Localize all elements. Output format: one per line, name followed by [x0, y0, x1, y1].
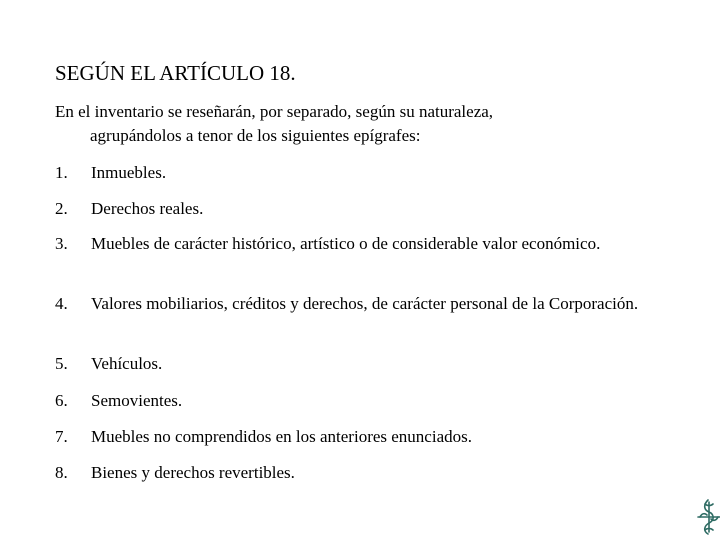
list-item-text: Derechos reales.: [91, 199, 204, 218]
list-item-number: 1.: [55, 163, 68, 182]
list-item: [55, 425, 685, 449]
list-item-number: 4.: [55, 294, 68, 313]
list-item-text: Muebles no comprendidos en los anteriores enunciados.: [91, 427, 472, 446]
list-item: [55, 197, 685, 221]
list-item: [55, 161, 685, 185]
list-item-number: 3.: [55, 234, 68, 253]
list-item-number: 6.: [55, 391, 68, 410]
list-item-number: 7.: [55, 427, 68, 446]
list-item-text: Inmuebles.: [91, 163, 167, 182]
intro-paragraph: [55, 100, 675, 148]
list-item-text: Valores mobiliarios, créditos y derechos, de carácter personal de la Corporación.: [91, 294, 639, 313]
list-item-number: 5.: [55, 354, 68, 373]
intro-line-2: agrupándolos a tenor de los siguientes epígrafes:: [90, 126, 421, 145]
page-title: SEGÚN EL ARTÍCULO 18.: [55, 61, 296, 85]
emblem-icon: [694, 498, 720, 536]
list-item-text: Semovientes.: [91, 391, 183, 410]
list-item-number: 8.: [55, 463, 68, 482]
list-item-text: Muebles de carácter histórico, artístico o de considerable valor económico.: [91, 234, 601, 253]
list-item: [55, 389, 685, 413]
list-item: [55, 232, 685, 256]
list-item-number: 2.: [55, 199, 68, 218]
list-item-text: Bienes y derechos revertibles.: [91, 463, 295, 482]
intro-line-1: En el inventario se reseñarán, por separado, según su naturaleza,: [55, 102, 494, 121]
list-item: [55, 352, 685, 376]
list-item: [55, 292, 685, 316]
list-item: [55, 461, 685, 485]
list-item-text: Vehículos.: [91, 354, 163, 373]
